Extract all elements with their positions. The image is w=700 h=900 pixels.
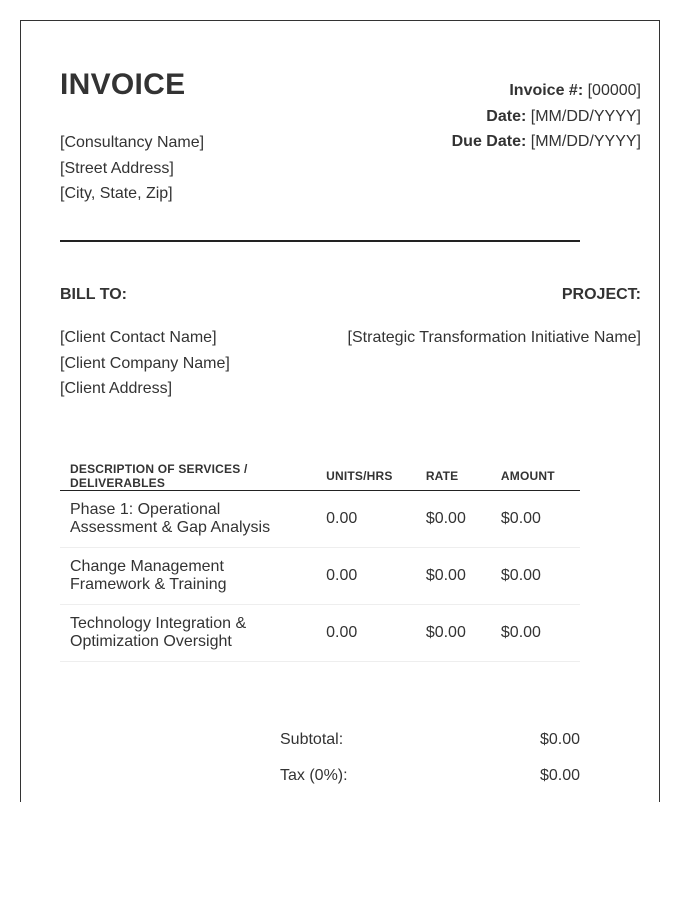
row-amount: $0.00 <box>491 605 580 662</box>
client-contact: [Client Contact Name] <box>60 329 217 346</box>
due-date-value: [MM/DD/YYYY] <box>530 133 641 150</box>
consultancy-street: [Street Address] <box>60 159 174 177</box>
tax-label: Tax (0%): <box>280 767 348 784</box>
table-row <box>60 491 580 548</box>
row-rate: $0.00 <box>416 605 491 662</box>
project-heading: PROJECT: <box>561 286 641 303</box>
invoice-number-value: [00000] <box>587 82 641 99</box>
bill-to-heading: BILL TO: <box>60 286 127 303</box>
subtotal-label: Subtotal: <box>280 731 344 748</box>
project-block <box>348 325 641 351</box>
row-rate: $0.00 <box>416 548 491 605</box>
header-description: DESCRIPTION OF SERVICES / DELIVERABLES <box>60 462 316 491</box>
row-units: 0.00 <box>316 548 416 605</box>
row-rate: $0.00 <box>416 491 491 548</box>
header-divider <box>60 240 580 242</box>
row-units: 0.00 <box>316 605 416 662</box>
row-amount: $0.00 <box>491 548 580 605</box>
row-description: Phase 1: Operational Assessment & Gap Analysis <box>60 491 316 548</box>
table-header-row <box>60 462 580 491</box>
bill-to-block <box>60 325 230 402</box>
client-company: [Client Company Name] <box>60 354 230 372</box>
project-name: [Strategic Transformation Initiative Name] <box>347 329 641 346</box>
row-description: Technology Integration & Optimization Oversight <box>60 605 316 662</box>
consultancy-name: [Consultancy Name] <box>60 134 205 151</box>
consultancy-city: [City, State, Zip] <box>60 185 173 202</box>
subtotal-value: $0.00 <box>539 731 580 748</box>
row-description: Change Management Framework & Training <box>60 548 316 605</box>
tax-value: $0.00 <box>539 767 580 784</box>
client-address: [Client Address] <box>60 380 173 397</box>
invoice-title: INVOICE <box>60 68 186 101</box>
table-row <box>60 548 580 605</box>
invoice-date-label: Date: <box>486 107 527 125</box>
header-amount: AMOUNT <box>491 462 580 491</box>
header-rate: RATE <box>416 462 491 491</box>
header-units: UNITS/HRS <box>316 462 416 491</box>
invoice-number-line <box>452 78 641 104</box>
due-date-label: Due Date: <box>451 133 527 150</box>
services-table <box>60 462 580 662</box>
invoice-date-value: [MM/DD/YYYY] <box>530 107 641 125</box>
due-date-line <box>452 129 641 155</box>
invoice-meta <box>452 78 641 155</box>
consultancy-address <box>60 130 204 207</box>
table-row <box>60 605 580 662</box>
invoice-number-label: Invoice #: <box>509 82 584 99</box>
row-amount: $0.00 <box>491 491 580 548</box>
invoice-date-line <box>452 104 641 130</box>
row-units: 0.00 <box>316 491 416 548</box>
